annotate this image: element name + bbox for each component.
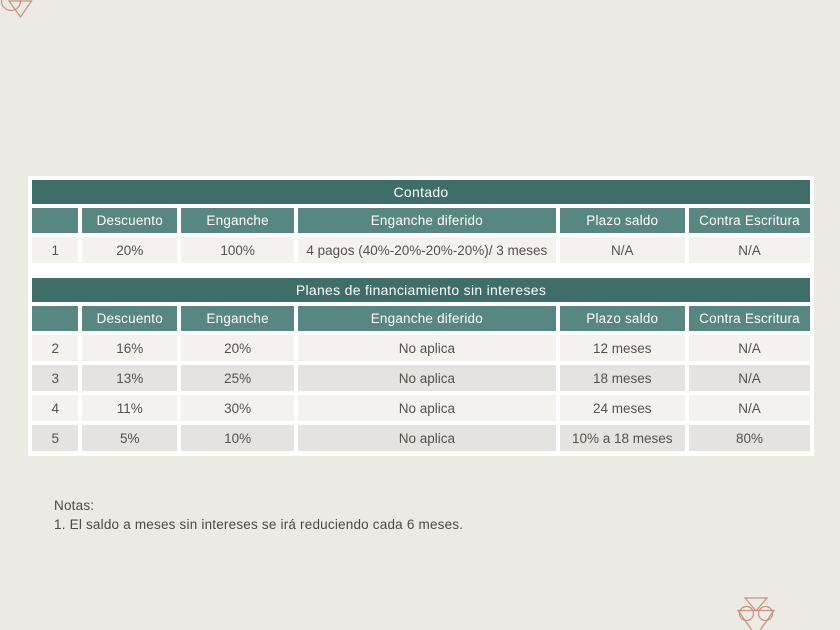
note-item: 1. El saldo a meses sin intereses se irá reduciendo cada 6 meses. [54,517,464,533]
table-cell: No aplica [298,335,555,361]
table-cell: 16% [82,335,177,361]
table-cell: N/A [560,237,686,263]
table-row [32,425,810,451]
table-cell: 11% [82,395,177,421]
table-cell: 13% [82,365,177,391]
column-header: Descuento [82,208,177,233]
table-cell: 12 meses [560,335,686,361]
table-cell: 25% [181,365,294,391]
contado-table [28,176,814,267]
column-header: Enganche [181,208,294,233]
triangles-circles-logo-icon [733,596,779,630]
table-cell: 20% [82,237,177,263]
table-cell: 18 meses [560,365,686,391]
column-header: Enganche [181,306,294,331]
table-cell: No aplica [298,365,555,391]
table-cell: 24 meses [560,395,686,421]
column-header: Plazo saldo [560,208,686,233]
notes-block [54,496,463,534]
column-header: Enganche diferido [298,208,555,233]
table-cell: 10% [181,425,294,451]
table-row [32,365,810,391]
table-cell: 20% [181,335,294,361]
table-title-band: Contado [32,180,810,204]
column-header: Plazo saldo [560,306,686,331]
table-cell: 100% [181,237,294,263]
table-cell: 4 [32,395,78,421]
table-cell: 80% [689,425,810,451]
table-row [32,395,810,421]
notes-title: Notas: [54,498,95,513]
column-header [32,208,78,233]
table-cell: 30% [181,395,294,421]
table-cell: 2 [32,335,78,361]
column-header: Contra Escritura [689,306,810,331]
column-header: Enganche diferido [298,306,555,331]
table-cell: 5% [82,425,177,451]
table-cell: No aplica [298,425,555,451]
column-header [32,306,78,331]
table-cell: No aplica [298,395,555,421]
table-cell: N/A [689,335,810,361]
table-cell: 5 [32,425,78,451]
table-cell: N/A [689,395,810,421]
table-cell: N/A [689,365,810,391]
circle-triangle-logo-icon [0,0,40,22]
column-header: Contra Escritura [689,208,810,233]
table-cell: 4 pagos (40%-20%-20%-20%)/ 3 meses [298,237,555,263]
table-cell: 10% a 18 meses [560,425,686,451]
table-cell: 3 [32,365,78,391]
table-row [32,237,810,263]
tables-panel [28,176,814,456]
financing-plans-table [28,274,814,455]
table-cell: 1 [32,237,78,263]
column-header: Descuento [82,306,177,331]
table-cell: N/A [689,237,810,263]
table-row [32,335,810,361]
table-title-band: Planes de financiamiento sin intereses [32,278,810,302]
